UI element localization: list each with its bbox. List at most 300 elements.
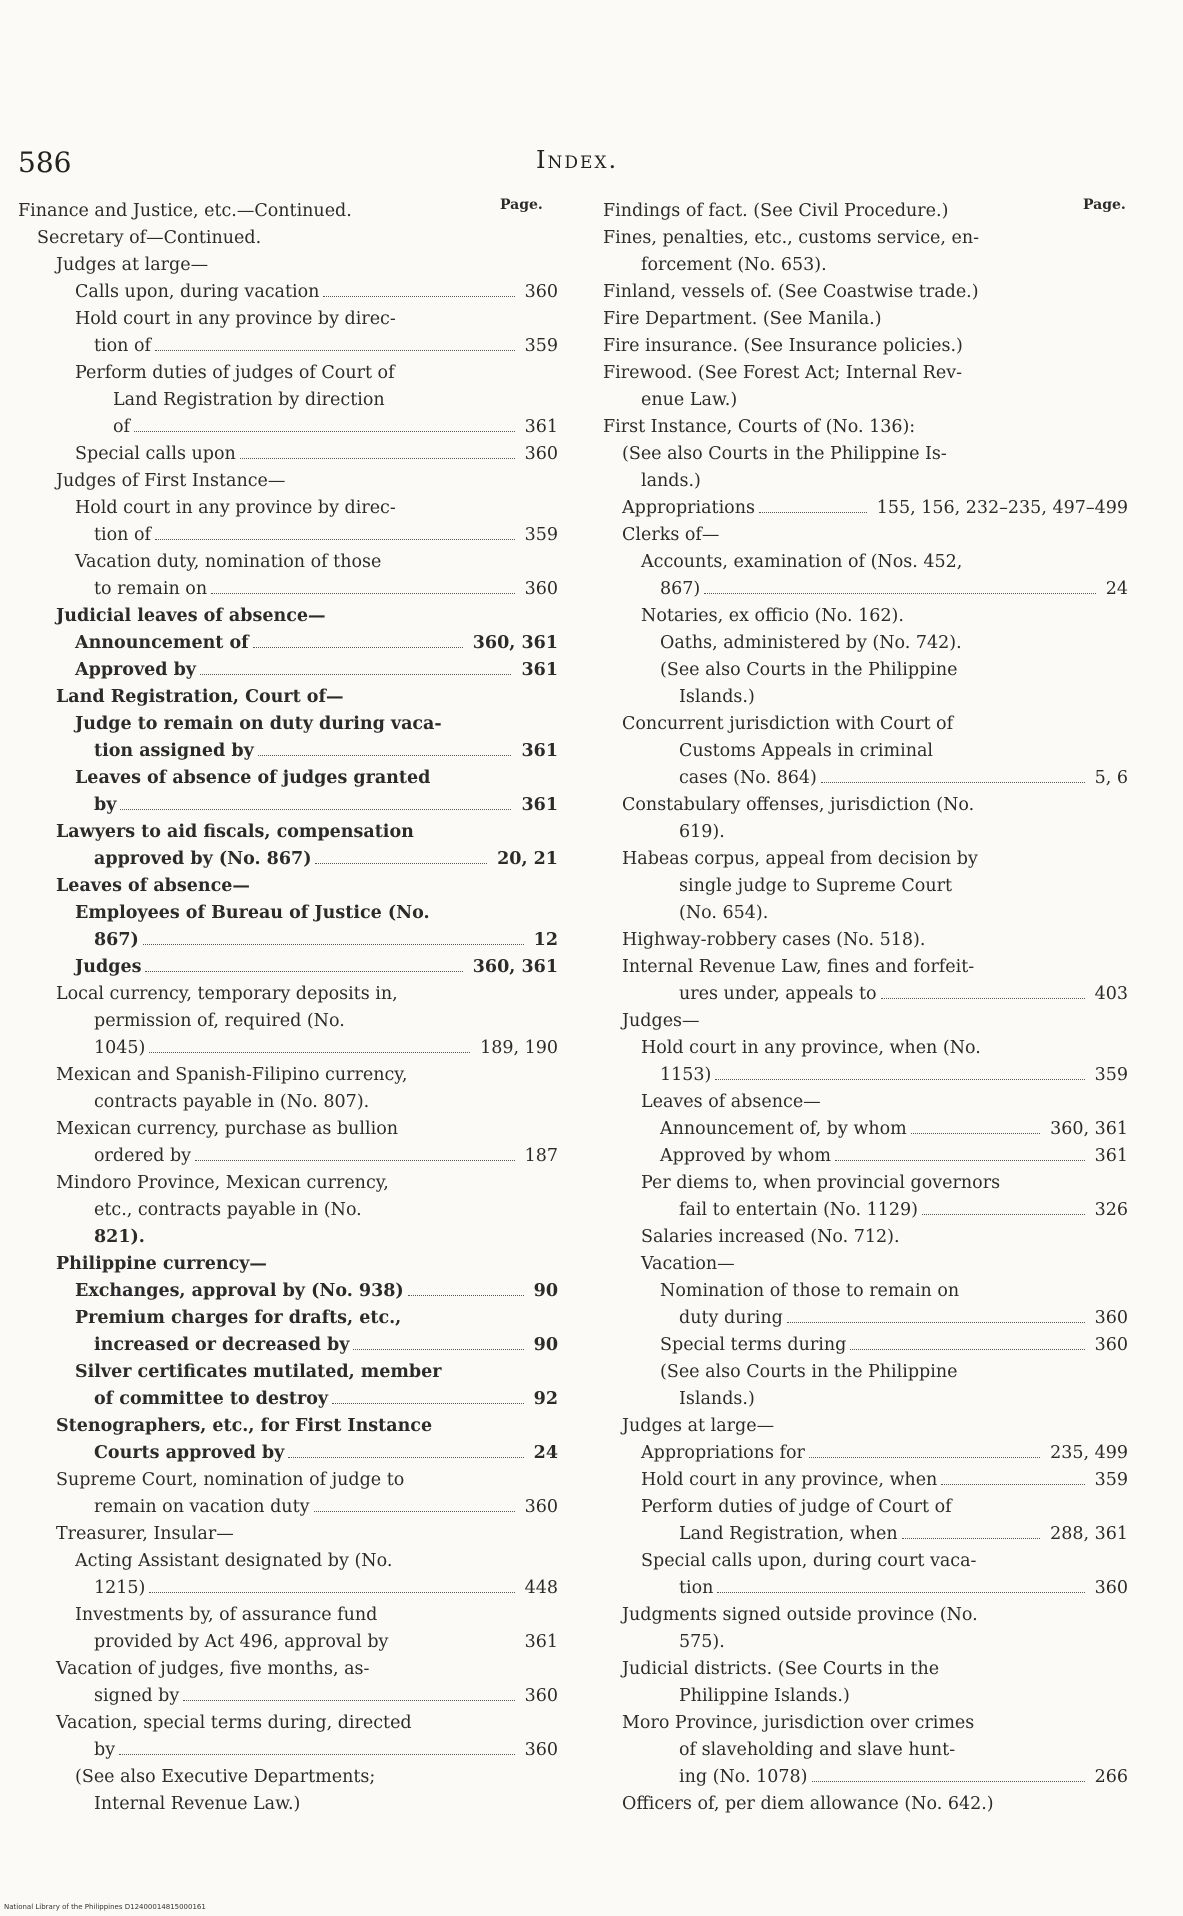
index-entry: [603, 387, 1128, 414]
index-entry-text: Courts approved by: [94, 1443, 285, 1463]
index-entry: [18, 252, 558, 279]
index-entry: [603, 1278, 1128, 1305]
index-entry: [18, 738, 558, 765]
index-entry: [603, 1683, 1128, 1710]
index-entry-text: Vacation—: [641, 1254, 735, 1274]
index-entry: [18, 1548, 558, 1575]
index-entry-text: ing (No. 1078): [679, 1767, 808, 1787]
dot-leader: [200, 674, 511, 675]
index-entry-text: increased or decreased by: [94, 1335, 350, 1355]
page-reference: 359: [524, 525, 558, 545]
index-entry-text: Vacation of judges, five months, as-: [56, 1659, 370, 1679]
index-entry-text: tion assigned by: [94, 741, 254, 761]
page-reference: 359: [1094, 1065, 1128, 1085]
page-reference: 90: [533, 1335, 558, 1355]
index-entry: [18, 1575, 558, 1602]
index-entry-text: cases (No. 864): [679, 768, 817, 788]
index-entry-text: Nomination of those to remain on: [660, 1281, 960, 1301]
index-entry-text: Judgments signed outside province (No.: [622, 1605, 978, 1625]
index-entry-text: Vacation duty, nomination of those: [75, 552, 382, 572]
index-entry: [18, 900, 558, 927]
index-entry: [603, 1035, 1128, 1062]
index-entry: [18, 1683, 558, 1710]
index-entry-text: Silver certificates mutilated, member: [75, 1362, 442, 1382]
index-entry: [18, 1305, 558, 1332]
index-entry: [603, 1062, 1128, 1089]
index-entry-text: Judge to remain on duty during vaca-: [75, 714, 442, 734]
dot-leader: [134, 431, 515, 432]
index-entry-text: etc., contracts payable in (No.: [94, 1200, 362, 1220]
index-entry-text: Finland, vessels of. (See Coastwise trade.): [603, 282, 979, 302]
dot-leader: [759, 512, 867, 513]
index-entry-text: Internal Revenue Law, fines and forfeit-: [622, 957, 975, 977]
index-entry: [18, 1656, 558, 1683]
index-entry-text: Appropriations for: [641, 1443, 805, 1463]
index-entry: [603, 684, 1128, 711]
index-entry: [18, 198, 558, 225]
index-entry: [18, 333, 558, 360]
index-entry: [18, 387, 558, 414]
dot-leader: [353, 1349, 524, 1350]
scan-footer: National Library of the Philippines D12400014815000161: [4, 1903, 206, 1911]
index-entry-text: Mexican and Spanish-Filipino currency,: [56, 1065, 408, 1085]
index-entry-text: (See also Executive Departments;: [75, 1767, 376, 1787]
index-entry-text: Land Registration, Court of—: [56, 687, 344, 707]
index-entry-text: First Instance, Courts of (No. 136):: [603, 417, 916, 437]
dot-leader: [812, 1781, 1085, 1782]
index-entry: [18, 603, 558, 630]
page-reference: 361: [524, 417, 558, 437]
index-entry-text: of slaveholding and slave hunt-: [679, 1740, 956, 1760]
index-entry: [603, 333, 1128, 360]
index-entry: [18, 927, 558, 954]
index-entry: [18, 1332, 558, 1359]
index-entry-text: Habeas corpus, appeal from decision by: [622, 849, 978, 869]
index-entry: [603, 225, 1128, 252]
page-reference: 360: [1094, 1308, 1128, 1328]
index-entry: [18, 981, 558, 1008]
index-entry: [603, 1440, 1128, 1467]
index-entry: [603, 1008, 1128, 1035]
index-entry-text: (See also Courts in the Philippine: [660, 660, 958, 680]
dot-leader: [809, 1457, 1040, 1458]
index-entry-text: signed by: [94, 1686, 180, 1706]
index-entry: [18, 576, 558, 603]
dot-leader: [155, 539, 515, 540]
index-entry-text: Finance and Justice, etc.—Continued.: [18, 201, 352, 221]
index-entry: [18, 1521, 558, 1548]
index-entry: [603, 1737, 1128, 1764]
index-entry: [603, 846, 1128, 873]
index-entry-text: Acting Assistant designated by (No.: [75, 1551, 393, 1571]
index-entry: [603, 576, 1128, 603]
index-entry: [603, 1602, 1128, 1629]
index-entry-text: Lawyers to aid fiscals, compensation: [56, 822, 414, 842]
index-entry: [18, 765, 558, 792]
index-entry: [18, 1764, 558, 1791]
page-reference: 360, 361: [1050, 1119, 1128, 1139]
page-reference: 360: [1094, 1578, 1128, 1598]
index-entry: [603, 765, 1128, 792]
index-entry-text: Exchanges, approval by (No. 938): [75, 1281, 404, 1301]
page-reference: 359: [1094, 1470, 1128, 1490]
index-entry-text: Oaths, administered by (No. 742).: [660, 633, 962, 653]
index-entry-text: forcement (No. 653).: [641, 255, 827, 275]
index-entry-text: Concurrent jurisdiction with Court of: [622, 714, 954, 734]
index-entry-text: Fire Department. (See Manila.): [603, 309, 882, 329]
page-title: Index.: [536, 146, 619, 174]
index-entry: [18, 1089, 558, 1116]
index-entry-text: Judicial districts. (See Courts in the: [622, 1659, 940, 1679]
index-entry: [18, 1629, 558, 1656]
index-entry-text: 1045): [94, 1038, 146, 1058]
index-entry-text: provided by Act 496, approval by: [94, 1632, 389, 1652]
index-entry: [603, 1548, 1128, 1575]
index-entry: [603, 1224, 1128, 1251]
index-entry: [18, 1440, 558, 1467]
index-entry-text: Hold court in any province by direc-: [75, 309, 396, 329]
dot-leader: [149, 1052, 470, 1053]
index-entry: [603, 549, 1128, 576]
index-entry: [18, 792, 558, 819]
index-entry: [603, 360, 1128, 387]
index-entry: [18, 306, 558, 333]
page-reference: 5, 6: [1094, 768, 1128, 788]
index-entry-text: Land Registration by direction: [113, 390, 385, 410]
index-entry: [18, 1359, 558, 1386]
dot-leader: [258, 755, 511, 756]
dot-leader: [240, 458, 515, 459]
page-reference: 360: [1094, 1335, 1128, 1355]
index-entry: [18, 495, 558, 522]
index-entry-text: of: [113, 417, 131, 437]
index-entry: [603, 1170, 1128, 1197]
dot-leader: [315, 863, 487, 864]
index-entry: [603, 1359, 1128, 1386]
index-entry: [603, 873, 1128, 900]
index-entry-text: Leaves of absence—: [641, 1092, 821, 1112]
index-entry: [603, 441, 1128, 468]
index-entry-text: Fire insurance. (See Insurance policies.): [603, 336, 963, 356]
index-entry-text: Customs Appeals in criminal: [679, 741, 934, 761]
index-entry-text: Announcement of: [75, 633, 249, 653]
page-reference: 92: [533, 1389, 558, 1409]
index-entry: [18, 468, 558, 495]
index-entry: [18, 225, 558, 252]
index-entry-text: Secretary of—Continued.: [37, 228, 262, 248]
index-entry: [18, 954, 558, 981]
index-entry-text: Appropriations: [622, 498, 755, 518]
index-entry-text: to remain on: [94, 579, 208, 599]
right-index-column: [603, 198, 1128, 1818]
index-entry-text: Internal Revenue Law.): [94, 1794, 301, 1814]
index-entry: [603, 279, 1128, 306]
index-entry: [18, 441, 558, 468]
index-entry-text: contracts payable in (No. 807).: [94, 1092, 370, 1112]
index-entry: [603, 522, 1128, 549]
index-entry: [18, 1251, 558, 1278]
index-entry: [603, 657, 1128, 684]
index-entry: [603, 738, 1128, 765]
index-entry-text: Judges of First Instance—: [56, 471, 286, 491]
index-entry-text: Hold court in any province by direc-: [75, 498, 396, 518]
index-entry-text: Judges at large—: [622, 1416, 775, 1436]
index-entry: [18, 414, 558, 441]
index-entry: [603, 1764, 1128, 1791]
index-entry: [18, 873, 558, 900]
index-entry: [603, 1791, 1128, 1818]
page-number: 586: [18, 146, 72, 179]
index-entry-text: enue Law.): [641, 390, 738, 410]
index-entry-text: Approved by: [75, 660, 196, 680]
dot-leader: [835, 1160, 1085, 1161]
index-entry-text: Employees of Bureau of Justice (No.: [75, 903, 430, 923]
page-reference: 359: [524, 336, 558, 356]
page-reference: 361: [521, 660, 558, 680]
dot-leader: [288, 1457, 524, 1458]
index-entry: [603, 414, 1128, 441]
index-entry: [603, 1197, 1128, 1224]
index-entry-text: Highway-robbery cases (No. 518).: [622, 930, 926, 950]
index-entry: [603, 1089, 1128, 1116]
dot-leader: [314, 1511, 515, 1512]
index-entry-text: Special calls upon: [75, 444, 236, 464]
index-entry-text: of committee to destroy: [94, 1389, 329, 1409]
index-entry-text: permission of, required (No.: [94, 1011, 345, 1031]
index-entry: [603, 1575, 1128, 1602]
index-entry: [18, 1467, 558, 1494]
dot-leader: [155, 350, 515, 351]
index-entry-text: Philippine currency—: [56, 1254, 267, 1274]
dot-leader: [941, 1484, 1085, 1485]
index-entry-text: 867): [660, 579, 701, 599]
index-entry-text: 867): [94, 930, 139, 950]
page-reference: 24: [1105, 579, 1128, 599]
index-entry: [603, 630, 1128, 657]
index-entry: [18, 1494, 558, 1521]
index-entry: [603, 1710, 1128, 1737]
dot-leader: [119, 1754, 515, 1755]
index-entry-text: by: [94, 795, 117, 815]
index-entry: [18, 1143, 558, 1170]
index-entry: [603, 1467, 1128, 1494]
index-entry: [18, 819, 558, 846]
index-entry: [603, 1332, 1128, 1359]
index-entry-text: Constabulary offenses, jurisdiction (No.: [622, 795, 975, 815]
index-entry-text: Firewood. (See Forest Act; Internal Rev-: [603, 363, 963, 383]
dot-leader: [715, 1079, 1085, 1080]
dot-leader: [408, 1295, 524, 1296]
dot-leader: [149, 1592, 515, 1593]
dot-leader: [902, 1538, 1040, 1539]
index-entry-text: 619).: [679, 822, 725, 842]
index-entry: [603, 954, 1128, 981]
page-reference: 288, 361: [1050, 1524, 1128, 1544]
dot-leader: [850, 1349, 1085, 1350]
page-reference: 24: [533, 1443, 558, 1463]
index-entry-text: Officers of, per diem allowance (No. 642.): [622, 1794, 994, 1814]
index-entry: [18, 711, 558, 738]
index-entry-text: Vacation, special terms during, directed: [56, 1713, 412, 1733]
page-reference: 266: [1094, 1767, 1128, 1787]
dot-leader: [253, 647, 463, 648]
page-reference: 361: [1094, 1146, 1128, 1166]
index-entry-text: Mexican currency, purchase as bullion: [56, 1119, 399, 1139]
index-entry: [603, 927, 1128, 954]
index-entry-text: Accounts, examination of (Nos. 452,: [641, 552, 963, 572]
index-entry: [18, 684, 558, 711]
dot-leader: [717, 1592, 1085, 1593]
index-entry: [603, 1629, 1128, 1656]
index-entry: [603, 1386, 1128, 1413]
index-entry-text: Premium charges for drafts, etc.,: [75, 1308, 402, 1328]
index-entry-text: Land Registration, when: [679, 1524, 898, 1544]
index-entry: [18, 846, 558, 873]
index-entry-text: Clerks of—: [622, 525, 720, 545]
index-entry-text: Judges—: [622, 1011, 700, 1031]
index-entry-text: remain on vacation duty: [94, 1497, 310, 1517]
index-entry-text: tion: [679, 1578, 714, 1598]
index-entry: [18, 1413, 558, 1440]
index-entry: [603, 1116, 1128, 1143]
index-entry-text: Findings of fact. (See Civil Procedure.): [603, 201, 949, 221]
index-entry-text: (See also Courts in the Philippine: [660, 1362, 958, 1382]
index-entry: [603, 1143, 1128, 1170]
index-entry: [603, 1305, 1128, 1332]
index-entry-text: tion of: [94, 336, 152, 356]
index-entry-text: Announcement of, by whom: [660, 1119, 907, 1139]
index-entry: [603, 495, 1128, 522]
page-reference: 20, 21: [497, 849, 558, 869]
index-entry-text: Salaries increased (No. 712).: [641, 1227, 900, 1247]
dot-leader: [881, 998, 1085, 999]
index-entry-text: Islands.): [679, 1389, 755, 1409]
index-entry-text: Moro Province, jurisdiction over crimes: [622, 1713, 975, 1733]
index-entry-text: 1215): [94, 1578, 146, 1598]
index-entry: [18, 630, 558, 657]
index-entry-text: Per diems to, when provincial governors: [641, 1173, 1001, 1193]
page-reference: 361: [524, 1632, 558, 1652]
dot-leader: [787, 1322, 1085, 1323]
page-reference: 360: [524, 282, 558, 302]
index-entry: [18, 522, 558, 549]
index-entry: [18, 1062, 558, 1089]
index-entry: [603, 1521, 1128, 1548]
index-entry: [18, 360, 558, 387]
page-reference: 360: [524, 444, 558, 464]
index-entry: [18, 1116, 558, 1143]
index-entry-text: Judges: [75, 957, 142, 977]
page-reference: 326: [1094, 1200, 1128, 1220]
index-entry-text: Mindoro Province, Mexican currency,: [56, 1173, 389, 1193]
dot-leader: [332, 1403, 524, 1404]
page-reference: 360: [524, 579, 558, 599]
index-entry: [603, 252, 1128, 279]
index-entry-text: Local currency, temporary deposits in,: [56, 984, 398, 1004]
page-column-header: Page.: [500, 197, 543, 213]
dot-leader: [211, 593, 515, 594]
index-entry-text: Islands.): [679, 687, 755, 707]
page-column-header: Page.: [1083, 197, 1126, 213]
index-entry: [603, 306, 1128, 333]
index-entry: [603, 1413, 1128, 1440]
dot-leader: [145, 971, 463, 972]
index-entry-text: approved by (No. 867): [94, 849, 312, 869]
index-entry-text: duty during: [679, 1308, 783, 1328]
index-entry: [603, 819, 1128, 846]
left-index-column: [18, 198, 558, 1818]
index-entry: [603, 1656, 1128, 1683]
dot-leader: [911, 1133, 1040, 1134]
index-entry-text: Calls upon, during vacation: [75, 282, 320, 302]
index-entry-text: Philippine Islands.): [679, 1686, 850, 1706]
index-entry: [18, 1197, 558, 1224]
index-entry-text: Judges at large—: [56, 255, 209, 275]
index-entry-text: Notaries, ex officio (No. 162).: [641, 606, 904, 626]
index-entry-text: Hold court in any province, when (No.: [641, 1038, 981, 1058]
index-entry-text: Approved by whom: [660, 1146, 831, 1166]
page-reference: 235, 499: [1050, 1443, 1128, 1463]
dot-leader: [195, 1160, 515, 1161]
index-entry: [603, 603, 1128, 630]
dot-leader: [323, 296, 515, 297]
index-entry-text: lands.): [641, 471, 701, 491]
index-entry-text: Leaves of absence—: [56, 876, 250, 896]
page-reference: 187: [524, 1146, 558, 1166]
index-entry: [603, 711, 1128, 738]
page-reference: 155, 156, 232–235, 497–499: [876, 498, 1128, 518]
index-entry: [18, 1035, 558, 1062]
index-entry-text: Investments by, of assurance fund: [75, 1605, 378, 1625]
page-reference: 360, 361: [472, 957, 558, 977]
index-entry: [18, 1602, 558, 1629]
index-entry-text: single judge to Supreme Court: [679, 876, 953, 896]
dot-leader: [704, 593, 1096, 594]
index-entry: [603, 1251, 1128, 1278]
page-reference: 360: [524, 1740, 558, 1760]
page-reference: 361: [521, 741, 558, 761]
index-entry: [18, 1278, 558, 1305]
index-entry-text: Perform duties of judges of Court of: [75, 363, 395, 383]
index-entry-text: Perform duties of judge of Court of: [641, 1497, 952, 1517]
index-entry: [18, 1710, 558, 1737]
index-entry: [603, 900, 1128, 927]
dot-leader: [922, 1214, 1085, 1215]
index-entry-text: Hold court in any province, when: [641, 1470, 938, 1490]
index-entry-text: (See also Courts in the Philippine Is-: [622, 444, 947, 464]
index-entry-text: Fines, penalties, etc., customs service, en-: [603, 228, 980, 248]
index-entry: [18, 1737, 558, 1764]
index-entry-text: by: [94, 1740, 116, 1760]
index-entry: [18, 1791, 558, 1818]
index-entry: [18, 279, 558, 306]
index-entry-text: ordered by: [94, 1146, 192, 1166]
index-entry-text: 1153): [660, 1065, 712, 1085]
page-reference: 448: [524, 1578, 558, 1598]
index-entry-text: Judicial leaves of absence—: [56, 606, 326, 626]
index-entry: [18, 1170, 558, 1197]
index-entry-text: Leaves of absence of judges granted: [75, 768, 431, 788]
dot-leader: [821, 782, 1085, 783]
index-entry: [18, 549, 558, 576]
page-reference: 360, 361: [472, 633, 558, 653]
page-reference: 360: [524, 1686, 558, 1706]
index-entry-text: Special terms during: [660, 1335, 847, 1355]
page-reference: 12: [533, 930, 558, 950]
index-entry: [18, 1224, 558, 1251]
page-reference: 90: [533, 1281, 558, 1301]
index-entry: [18, 1008, 558, 1035]
